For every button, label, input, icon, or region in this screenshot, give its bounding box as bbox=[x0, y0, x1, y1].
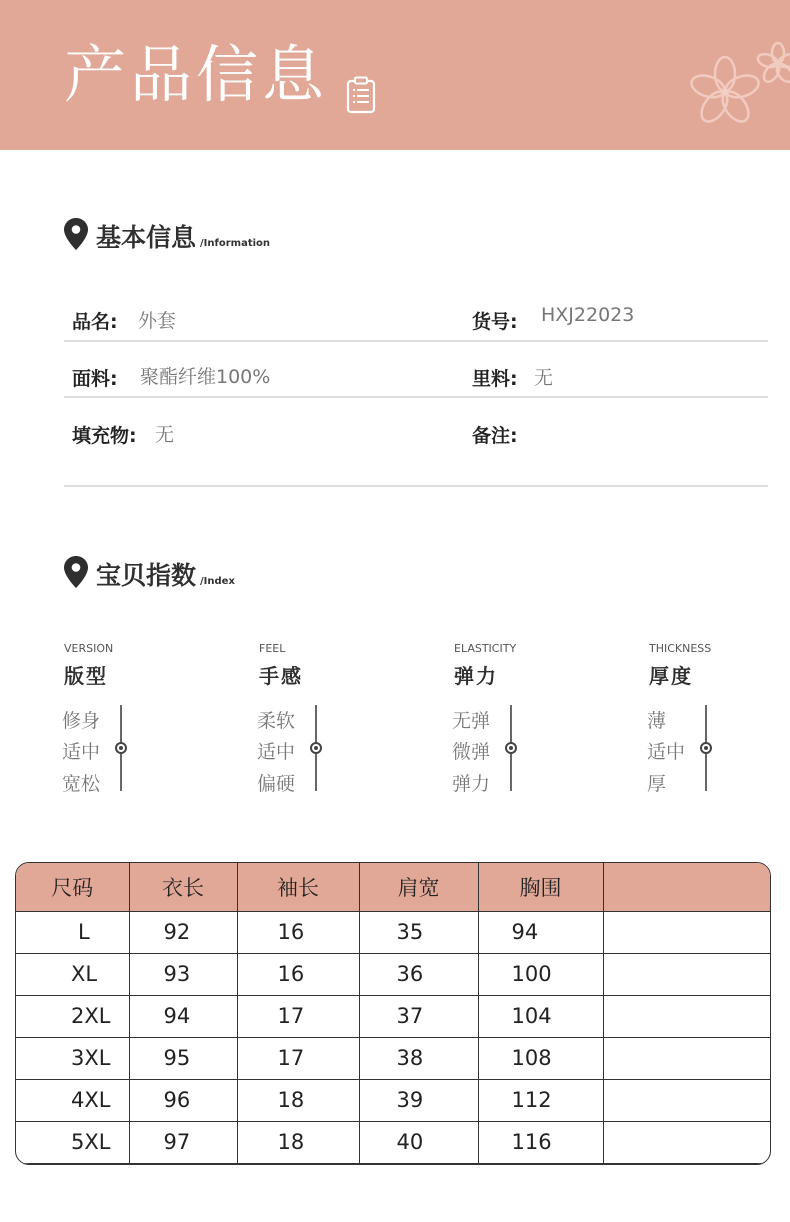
table-cell bbox=[16, 1163, 129, 1164]
item-number-value: HXJ22023 bbox=[541, 304, 635, 326]
table-header-row bbox=[16, 863, 770, 912]
table-cell: 5XL bbox=[16, 1121, 129, 1163]
table-cell bbox=[603, 1079, 770, 1121]
version-option: 修身 bbox=[62, 710, 101, 732]
version-en-label: VERSION bbox=[64, 642, 114, 655]
table-cell: 36 bbox=[359, 953, 478, 995]
table-cell bbox=[603, 1121, 770, 1163]
version-marker bbox=[115, 742, 127, 754]
header-blank bbox=[603, 863, 770, 912]
elasticity-option: 弹力 bbox=[452, 773, 491, 795]
header-shoulder: 肩宽 bbox=[359, 863, 478, 912]
table-cell bbox=[478, 1163, 603, 1164]
table-row bbox=[16, 912, 770, 954]
header-length: 衣长 bbox=[129, 863, 237, 912]
table-cell bbox=[237, 1163, 359, 1164]
table-cell: 18 bbox=[237, 1121, 359, 1163]
table-cell: 4XL bbox=[16, 1079, 129, 1121]
divider bbox=[64, 485, 768, 487]
table-row bbox=[16, 1163, 770, 1164]
product-name-value: 外套 bbox=[138, 310, 177, 332]
index-subtitle: /Index bbox=[200, 576, 235, 587]
location-pin-icon bbox=[64, 218, 88, 250]
remark-label: 备注: bbox=[472, 425, 518, 447]
table-cell bbox=[603, 1163, 770, 1164]
table-cell: 40 bbox=[359, 1121, 478, 1163]
thickness-en-label: THICKNESS bbox=[649, 642, 712, 655]
table-row bbox=[16, 1079, 770, 1121]
feel-zh-label: 手感 bbox=[259, 664, 303, 688]
table-cell: 3XL bbox=[16, 1037, 129, 1079]
item-number-label: 货号: bbox=[472, 311, 518, 333]
table-cell: 104 bbox=[478, 995, 603, 1037]
basic-info-title: 基本信息 bbox=[96, 223, 197, 252]
elasticity-en-label: ELASTICITY bbox=[454, 642, 517, 655]
feel-option: 柔软 bbox=[257, 710, 296, 732]
lining-label: 里料: bbox=[472, 368, 518, 390]
table-cell bbox=[603, 995, 770, 1037]
header-size: 尺码 bbox=[16, 863, 129, 912]
version-option: 适中 bbox=[62, 741, 101, 763]
thickness-marker bbox=[700, 742, 712, 754]
thickness-option: 薄 bbox=[647, 710, 667, 732]
header-chest: 胸围 bbox=[478, 863, 603, 912]
table-cell: 108 bbox=[478, 1037, 603, 1079]
table-cell bbox=[603, 1037, 770, 1079]
table-cell: 112 bbox=[478, 1079, 603, 1121]
basic-info-subtitle: /Information bbox=[200, 238, 271, 249]
filling-value: 无 bbox=[155, 424, 175, 446]
table-cell: XL bbox=[16, 953, 129, 995]
divider bbox=[64, 396, 768, 398]
index-title: 宝贝指数 bbox=[96, 561, 197, 590]
fabric-label: 面料: bbox=[72, 368, 118, 390]
flower-decoration-icon bbox=[680, 30, 790, 140]
table-cell: 93 bbox=[129, 953, 237, 995]
header-banner bbox=[0, 0, 790, 150]
table-cell: 16 bbox=[237, 953, 359, 995]
feel-en-label: FEEL bbox=[259, 642, 286, 655]
divider bbox=[64, 340, 768, 342]
table-cell: 96 bbox=[129, 1079, 237, 1121]
table-cell bbox=[359, 1163, 478, 1164]
table-cell: 94 bbox=[129, 995, 237, 1037]
table-cell: 92 bbox=[129, 912, 237, 954]
table-cell: 95 bbox=[129, 1037, 237, 1079]
table-cell bbox=[603, 953, 770, 995]
version-zh-label: 版型 bbox=[64, 664, 108, 688]
table-cell: 17 bbox=[237, 1037, 359, 1079]
header-sleeve: 袖长 bbox=[237, 863, 359, 912]
feel-option: 适中 bbox=[257, 741, 296, 763]
filling-label: 填充物: bbox=[72, 425, 137, 447]
table-row bbox=[16, 1121, 770, 1163]
table-cell bbox=[129, 1163, 237, 1164]
feel-marker bbox=[310, 742, 322, 754]
table-cell: L bbox=[16, 912, 129, 954]
lining-value: 无 bbox=[534, 367, 554, 389]
location-pin-icon bbox=[64, 556, 88, 588]
table-cell: 100 bbox=[478, 953, 603, 995]
elasticity-option: 微弹 bbox=[452, 741, 491, 763]
elasticity-zh-label: 弹力 bbox=[454, 664, 498, 688]
table-cell: 37 bbox=[359, 995, 478, 1037]
size-chart-table bbox=[15, 862, 771, 1165]
table-cell: 16 bbox=[237, 912, 359, 954]
thickness-option: 厚 bbox=[647, 773, 667, 795]
table-cell: 38 bbox=[359, 1037, 478, 1079]
table-cell: 97 bbox=[129, 1121, 237, 1163]
table-row bbox=[16, 1037, 770, 1079]
index-heading bbox=[64, 556, 235, 588]
basic-info-heading bbox=[64, 218, 270, 250]
thickness-zh-label: 厚度 bbox=[649, 664, 693, 688]
table-cell: 116 bbox=[478, 1121, 603, 1163]
table-cell: 17 bbox=[237, 995, 359, 1037]
table-row bbox=[16, 953, 770, 995]
thickness-option: 适中 bbox=[647, 741, 686, 763]
product-name-label: 品名: bbox=[72, 311, 118, 333]
elasticity-marker bbox=[505, 742, 517, 754]
page-title: 产品信息 bbox=[64, 38, 329, 111]
table-cell: 39 bbox=[359, 1079, 478, 1121]
table-cell: 2XL bbox=[16, 995, 129, 1037]
table-cell: 18 bbox=[237, 1079, 359, 1121]
table-cell: 94 bbox=[478, 912, 603, 954]
feel-option: 偏硬 bbox=[257, 773, 296, 795]
table-cell bbox=[603, 912, 770, 954]
fabric-value: 聚酯纤维100% bbox=[140, 366, 271, 388]
elasticity-option: 无弹 bbox=[452, 710, 491, 732]
clipboard-icon bbox=[346, 76, 376, 114]
table-cell: 35 bbox=[359, 912, 478, 954]
table-row bbox=[16, 995, 770, 1037]
version-option: 宽松 bbox=[62, 773, 101, 795]
